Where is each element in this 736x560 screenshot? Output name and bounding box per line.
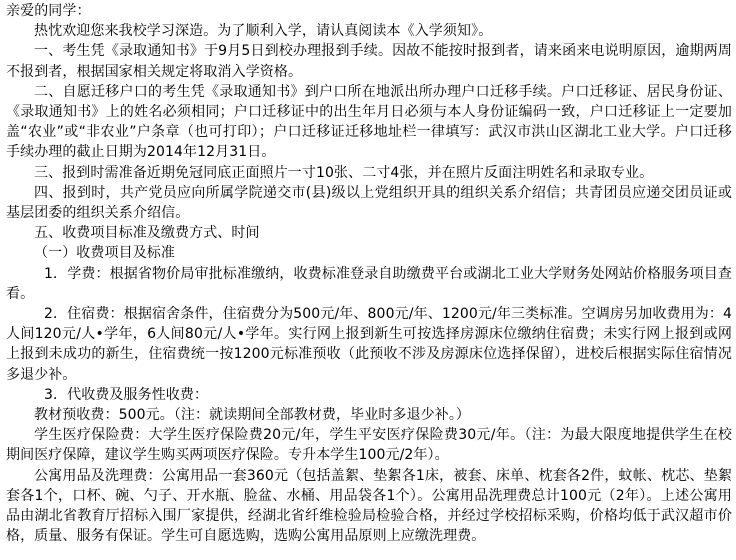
item-3-photos: 三、报到时需准备近期免冠同底正面照片一寸10张、二寸4张，并在照片反面注明姓名和录取专业。: [34, 164, 654, 181]
fee-accommodation: 2．住宿费：根据宿舍条件，住宿费分为500元/年、800元/年、1200元/年三类标准。空调房另加收费用为：4人间120元/人•学年，6人间80元/人•学年。实行网上报到新生可按选择房源床位缴纳住宿费；未实行网上报到或网上报到未成功的新生，住宿费统一按1200元标准预收（此预收不涉及房源床位选择保留），进校后根据实际住宿情况多退少补。: [6, 306, 732, 383]
item-2-household-transfer: 二、自愿迁移户口的考生凭《录取通知书》到户口所在地派出所办理户口迁移手续。户口迁移证、居民身份证、《录取通知书》上的姓名必须相同；户口迁移证中的出生年月日必须与本人身份证编码一致，户口迁移证上一定要加盖“农业”或“非农业”户条章（也可打印）；户口迁移证迁移地址栏一律填写：武汉市洪山区湖北工业大学。户口迁移手续办理的截止日期为2014年12月31日。: [6, 83, 732, 161]
fee-tuition: 1．学费：根据省物价局审批标准缴纳，收费标准登录自助缴费平台或湖北工业大学财务处网站价格服务项目查看。: [6, 265, 732, 302]
fee-textbooks: 教材预收费：500元。（注：就读期间全部教材费，毕业时多退少补。）: [34, 407, 471, 424]
fee-collection-heading: 3．代收费及服务性收费：: [44, 386, 209, 403]
item-4-party-league-letters: 四、报到时，共产党员应向所属学院递交市(县)级以上党组织开具的组织关系介绍信；共青团员应递交团员证或基层团委的组织关系介绍信。: [6, 184, 732, 222]
fee-medical-insurance: 学生医疗保险费：大学生医疗保险费20元/年，学生平安医疗保险费30元/年。（注：为最大限度地提供学生在校期间医疗保障，建议学生购买两项医疗保险。专升本学生100元/2年）。: [6, 427, 732, 464]
welcome-paragraph: 热忱欢迎您来我校学习深造。为了顺利入学，请认真阅读本《入学须知》。: [34, 23, 493, 40]
item-5-fees-heading: 五、收费项目标准及缴费方式、时间: [34, 225, 260, 242]
fees-subheading: （一）收费项目及标准: [34, 245, 175, 262]
item-1-registration: 一、考生凭《录取通知书》于9月5日到校办理报到手续。因故不能按时报到者，请来函来电说明原因，逾期两周不报到者，根据国家相关规定将取消入学资格。: [6, 43, 732, 80]
greeting: 亲爱的同学：: [6, 3, 91, 19]
fee-dorm-supplies: 公寓用品及洗理费：公寓用品一套360元（包括盖絮、垫絮各1床，被套、床单、枕套各2件，蚊帐、枕芯、垫絮套各1个，口杯、碗、勺子、开水瓶、脸盆、水桶、用品袋各1个）。公寓用品洗理费总计100元（2年）。上述公寓用品由湖北省教育厅招标入围厂家提供，经湖北省纤维检验局检验合格，并经过学校招标采购，价格均低于武汉超市价格，质量、服务有保证。学生可自愿选购，选购公寓用品原则上应缴洗理费。: [6, 467, 732, 545]
